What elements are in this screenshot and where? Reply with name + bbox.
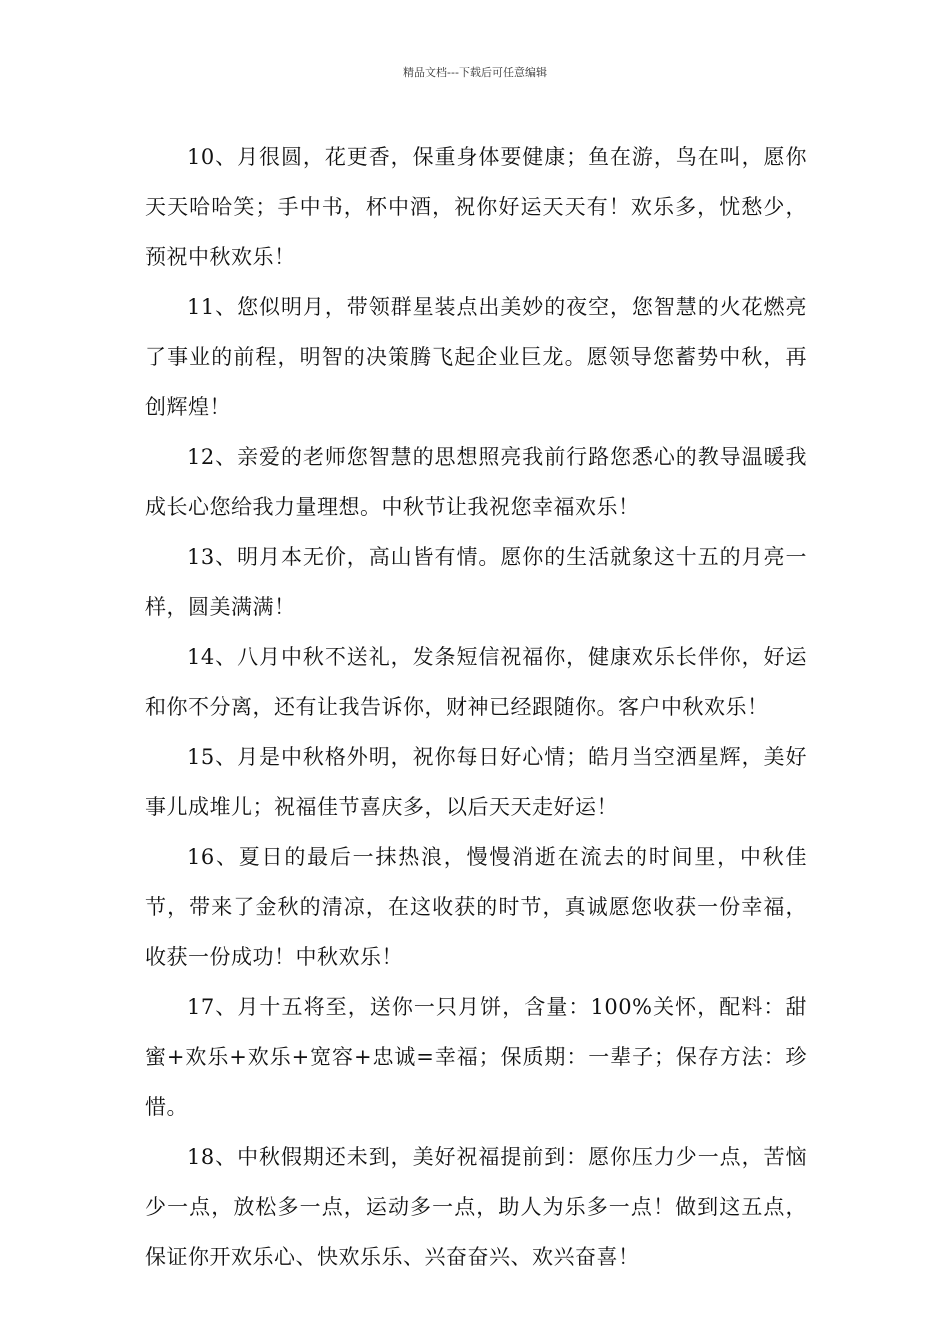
paragraph-17: 17、月十五将至，送你一只月饼，含量：100%关怀，配料：甜蜜+欢乐+欢乐+宽容+忠诚=幸福；保质期：一辈子；保存方法：珍惜。 bbox=[145, 995, 807, 1119]
page-header: 精品文档---下载后可任意编辑 bbox=[403, 66, 547, 79]
paragraph-16: 16、夏日的最后一抹热浪，慢慢消逝在流去的时间里，中秋佳节，带来了金秋的清凉，在这收获的时节，真诚愿您收获一份幸福，收获一份成功！中秋欢乐！ bbox=[145, 845, 807, 969]
paragraph-10: 10、月很圆，花更香，保重身体要健康；鱼在游，鸟在叫，愿你天天哈哈笑；手中书，杯中酒，祝你好运天天有！欢乐多，忧愁少，预祝中秋欢乐！ bbox=[145, 145, 807, 269]
paragraph-11: 11、您似明月，带领群星装点出美妙的夜空，您智慧的火花燃亮了事业的前程，明智的决策腾飞起企业巨龙。愿领导您蓄势中秋，再创辉煌！ bbox=[145, 295, 807, 419]
paragraph-15: 15、月是中秋格外明，祝你每日好心情；皓月当空洒星辉，美好事儿成堆儿；祝福佳节喜庆多，以后天天走好运！ bbox=[145, 745, 807, 819]
paragraph-18: 18、中秋假期还未到，美好祝福提前到：愿你压力少一点，苦恼少一点，放松多一点，运动多一点，助人为乐多一点！做到这五点，保证你开欢乐心、快欢乐乐、兴奋奋兴、欢兴奋喜！ bbox=[145, 1145, 807, 1269]
paragraph-13: 13、明月本无价，高山皆有情。愿你的生活就象这十五的月亮一样，圆美满满！ bbox=[145, 545, 807, 619]
document-body bbox=[145, 132, 807, 1282]
paragraph-14: 14、八月中秋不送礼，发条短信祝福你，健康欢乐长伴你，好运和你不分离，还有让我告诉你，财神已经跟随你。客户中秋欢乐！ bbox=[145, 645, 807, 719]
paragraph-12: 12、亲爱的老师您智慧的思想照亮我前行路您悉心的教导温暖我成长心您给我力量理想。中秋节让我祝您幸福欢乐！ bbox=[145, 445, 807, 519]
